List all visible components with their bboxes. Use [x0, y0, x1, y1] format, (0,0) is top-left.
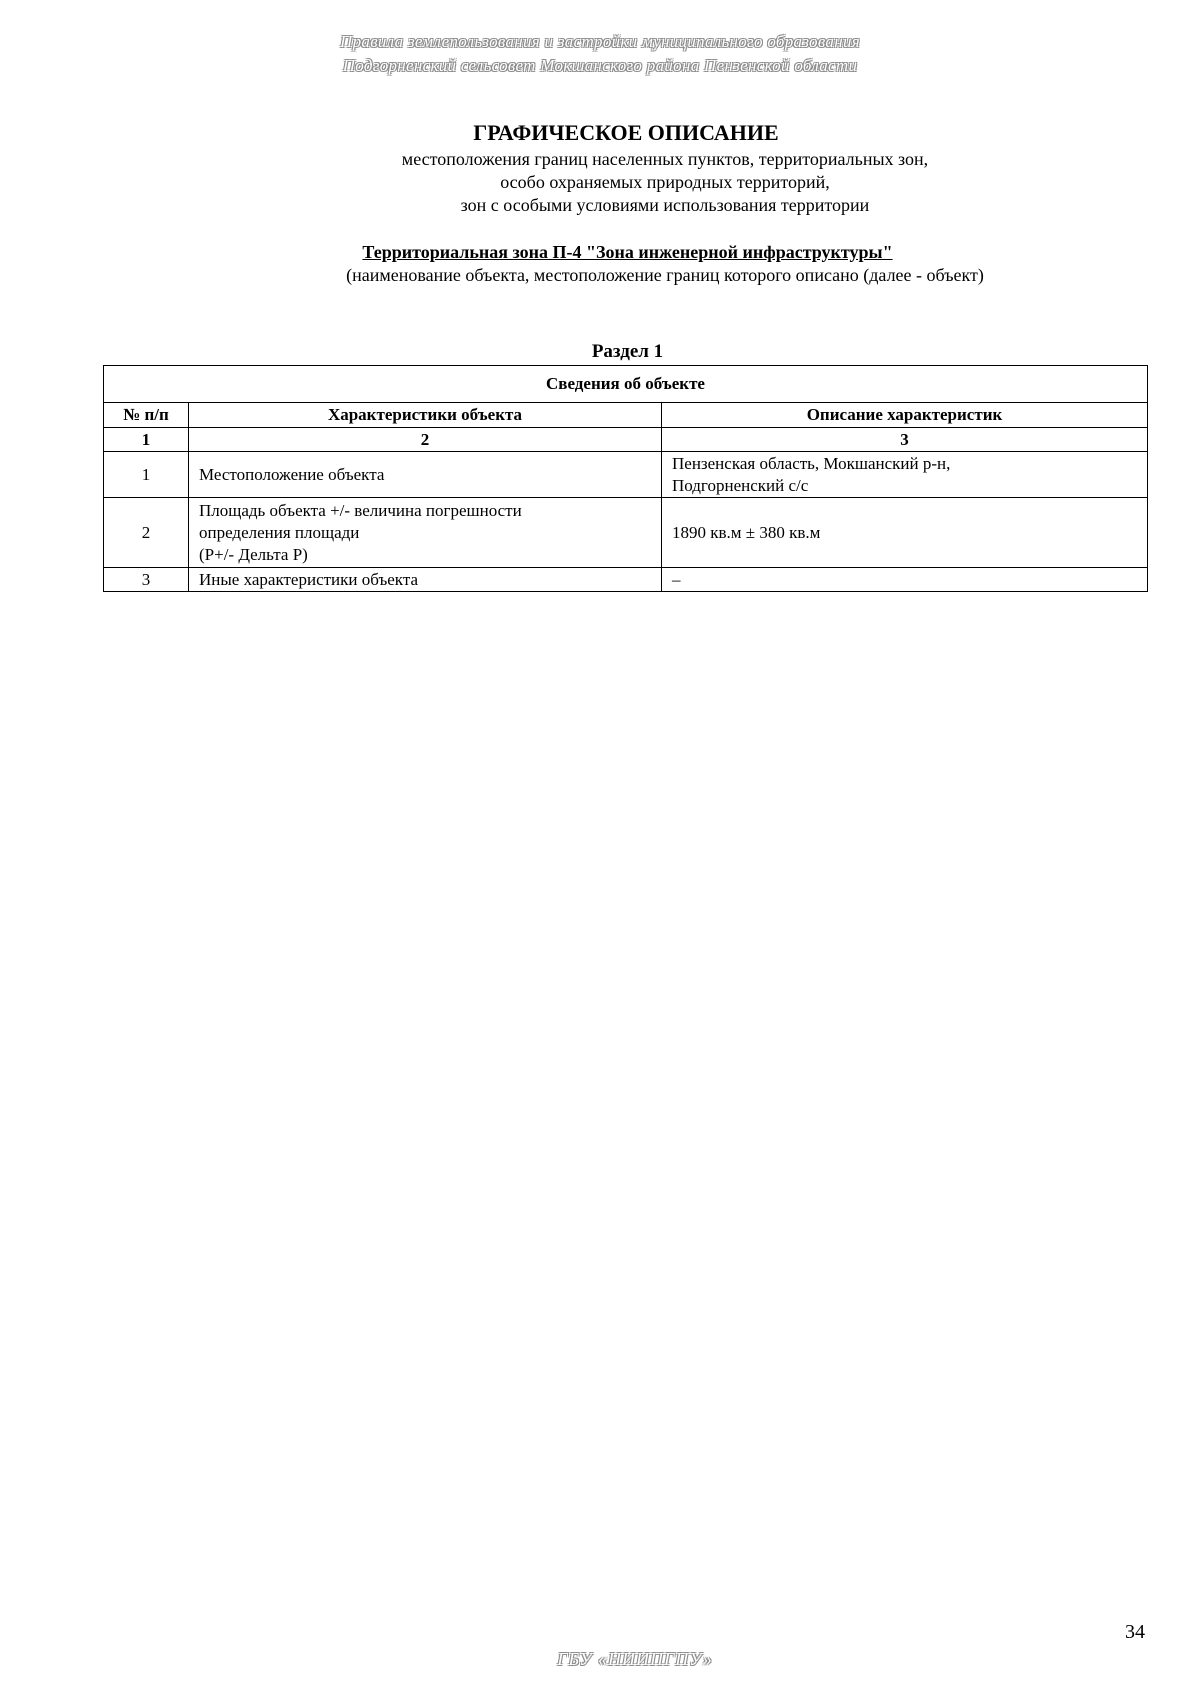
document-header — [0, 30, 1200, 78]
table-row — [104, 452, 1148, 498]
description-line: Подгорненский с/с — [672, 475, 809, 495]
row-description — [662, 568, 1148, 592]
characteristic-line: (P+/- Дельта P) — [199, 544, 308, 564]
object-info-table — [103, 365, 1148, 592]
subtitle-line-1: местоположения границ населенных пунктов, территориальных зон, — [401, 149, 929, 169]
header-cell-number: № п/п — [104, 403, 189, 428]
characteristic-line: Иные характеристики объекта — [199, 569, 419, 589]
header-line-2: Подгорненский сельсовет Мокшанского района Пензенской области — [342, 56, 858, 75]
description-line: 1890 кв.м ± 380 кв.м — [672, 522, 821, 542]
row-number: 1 — [104, 452, 189, 498]
table-header-row — [104, 403, 1148, 428]
row-description — [662, 452, 1148, 498]
row-characteristic — [189, 452, 662, 498]
column-number-row — [104, 428, 1148, 452]
document-title: ГРАФИЧЕСКОЕ ОПИСАНИЕ — [473, 120, 779, 145]
column-number-3: 3 — [662, 428, 1148, 452]
subtitle-line-3: зон с особыми условиями использования территории — [460, 195, 870, 215]
document-subtitle — [0, 148, 1200, 217]
characteristic-line: определения площади — [199, 522, 360, 542]
row-description — [662, 498, 1148, 568]
row-characteristic — [189, 568, 662, 592]
zone-name: Территориальная зона П-4 "Зона инженерной инфраструктуры" — [362, 242, 893, 262]
column-number-1: 1 — [104, 428, 189, 452]
section-label: Раздел 1 — [591, 341, 664, 362]
table-caption: Сведения об объекте — [104, 366, 1148, 403]
description-line: – — [672, 569, 681, 589]
column-number-2: 2 — [189, 428, 662, 452]
row-characteristic — [189, 498, 662, 568]
table-row — [104, 568, 1148, 592]
document-footer: ГБУ «НИИПГПУ» — [557, 1649, 713, 1669]
zone-caption: (наименование объекта, местоположение границ которого описано (далее - объект) — [346, 265, 984, 285]
subtitle-line-2: особо охраняемых природных территорий, — [500, 172, 830, 192]
row-number: 3 — [104, 568, 189, 592]
table-row — [104, 498, 1148, 568]
description-line: Пензенская область, Мокшанский р-н, — [672, 453, 951, 473]
header-cell-characteristic: Характеристики объекта — [189, 403, 662, 428]
page-number: 34 — [1125, 1621, 1145, 1643]
row-number: 2 — [104, 498, 189, 568]
header-cell-description: Описание характеристик — [662, 403, 1148, 428]
header-line-1: Правила землепользования и застройки муниципального образования — [340, 32, 860, 51]
characteristic-line: Местоположение объекта — [199, 464, 385, 484]
table-caption-row — [104, 366, 1148, 403]
characteristic-line: Площадь объекта +/- величина погрешности — [199, 500, 522, 520]
